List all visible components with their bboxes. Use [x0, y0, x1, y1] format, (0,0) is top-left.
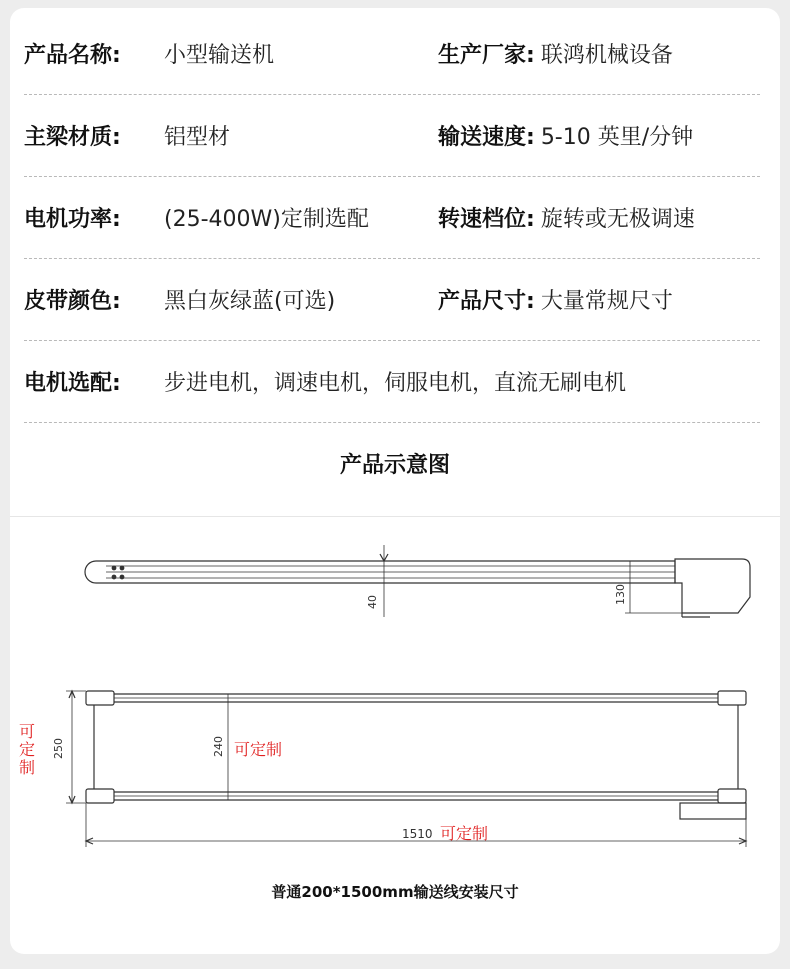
- spec-label: 电机功率:: [24, 206, 121, 232]
- spec-label: 产品名称:: [24, 42, 121, 68]
- spec-row-3: [24, 176, 760, 259]
- spec-label: 转速档位:: [438, 206, 535, 232]
- dim-40-label: 40: [366, 595, 379, 609]
- customizable-length-label: 可定制: [440, 824, 489, 843]
- customizable-width-label: 可定制: [234, 740, 283, 759]
- customizable-vertical-char: 定: [18, 740, 36, 759]
- spec-label: 生产厂家:: [438, 42, 535, 68]
- product-spec-card: [10, 8, 780, 954]
- spec-manufacturer: [438, 12, 673, 94]
- section-title: 产品示意图: [339, 453, 450, 478]
- top-view-corner: [718, 691, 746, 705]
- diagram-caption: 普通200*1500mm输送线安装尺寸: [271, 883, 519, 901]
- roller-bolt-icon: [120, 566, 125, 571]
- spec-label: 电机选配:: [24, 370, 121, 396]
- top-view-corner: [86, 691, 114, 705]
- spec-speed: [438, 94, 693, 176]
- spec-value: 小型输送机: [164, 42, 275, 68]
- top-view-corner: [718, 789, 746, 803]
- spec-label: 产品尺寸:: [438, 288, 535, 314]
- spec-gear: [438, 176, 695, 258]
- top-view-corner: [86, 789, 114, 803]
- spec-label: 输送速度:: [438, 124, 535, 150]
- spec-belt-color: [24, 258, 335, 340]
- roller-bolt-icon: [120, 575, 125, 580]
- spec-value: 联鸿机械设备: [540, 42, 673, 68]
- side-view-motor: [675, 559, 750, 613]
- spec-name: [24, 12, 274, 94]
- dim-240-label: 240: [212, 736, 225, 757]
- spec-row-2: [24, 94, 760, 177]
- dim-250-label: 250: [52, 738, 65, 759]
- conveyor-drawing: [10, 517, 780, 941]
- customizable-vertical-char: 可: [18, 722, 36, 741]
- spec-value: 铝型材: [164, 124, 231, 150]
- spec-row-4: [24, 258, 760, 341]
- roller-bolt-icon: [112, 566, 117, 571]
- spec-row-1: [24, 12, 760, 95]
- customizable-vertical-char: 制: [18, 758, 36, 777]
- spec-label: 主梁材质:: [24, 124, 121, 150]
- conveyor-diagram: [10, 516, 780, 941]
- spec-material: [24, 94, 230, 176]
- spec-value: 黑白灰绿蓝(可选): [164, 288, 336, 314]
- top-view-motor: [680, 803, 746, 819]
- spec-value: 大量常规尺寸: [540, 288, 673, 314]
- roller-bolt-icon: [112, 575, 117, 580]
- spec-row-motor-option: [24, 340, 760, 423]
- dim-130-label: 130: [614, 584, 627, 605]
- spec-size: [438, 258, 673, 340]
- spec-value: 步进电机，调速电机，伺服电机，直流无刷电机: [164, 370, 627, 396]
- spec-value: 5-10 英里/分钟: [540, 124, 694, 150]
- dim-1510-label: 1510: [402, 827, 433, 841]
- spec-value: (25-400W)定制选配: [164, 206, 369, 232]
- spec-label: 皮带颜色:: [24, 288, 121, 314]
- spec-motor-option: [24, 340, 626, 422]
- spec-value: 旋转或无极调速: [540, 206, 695, 232]
- spec-motor-power: [24, 176, 369, 258]
